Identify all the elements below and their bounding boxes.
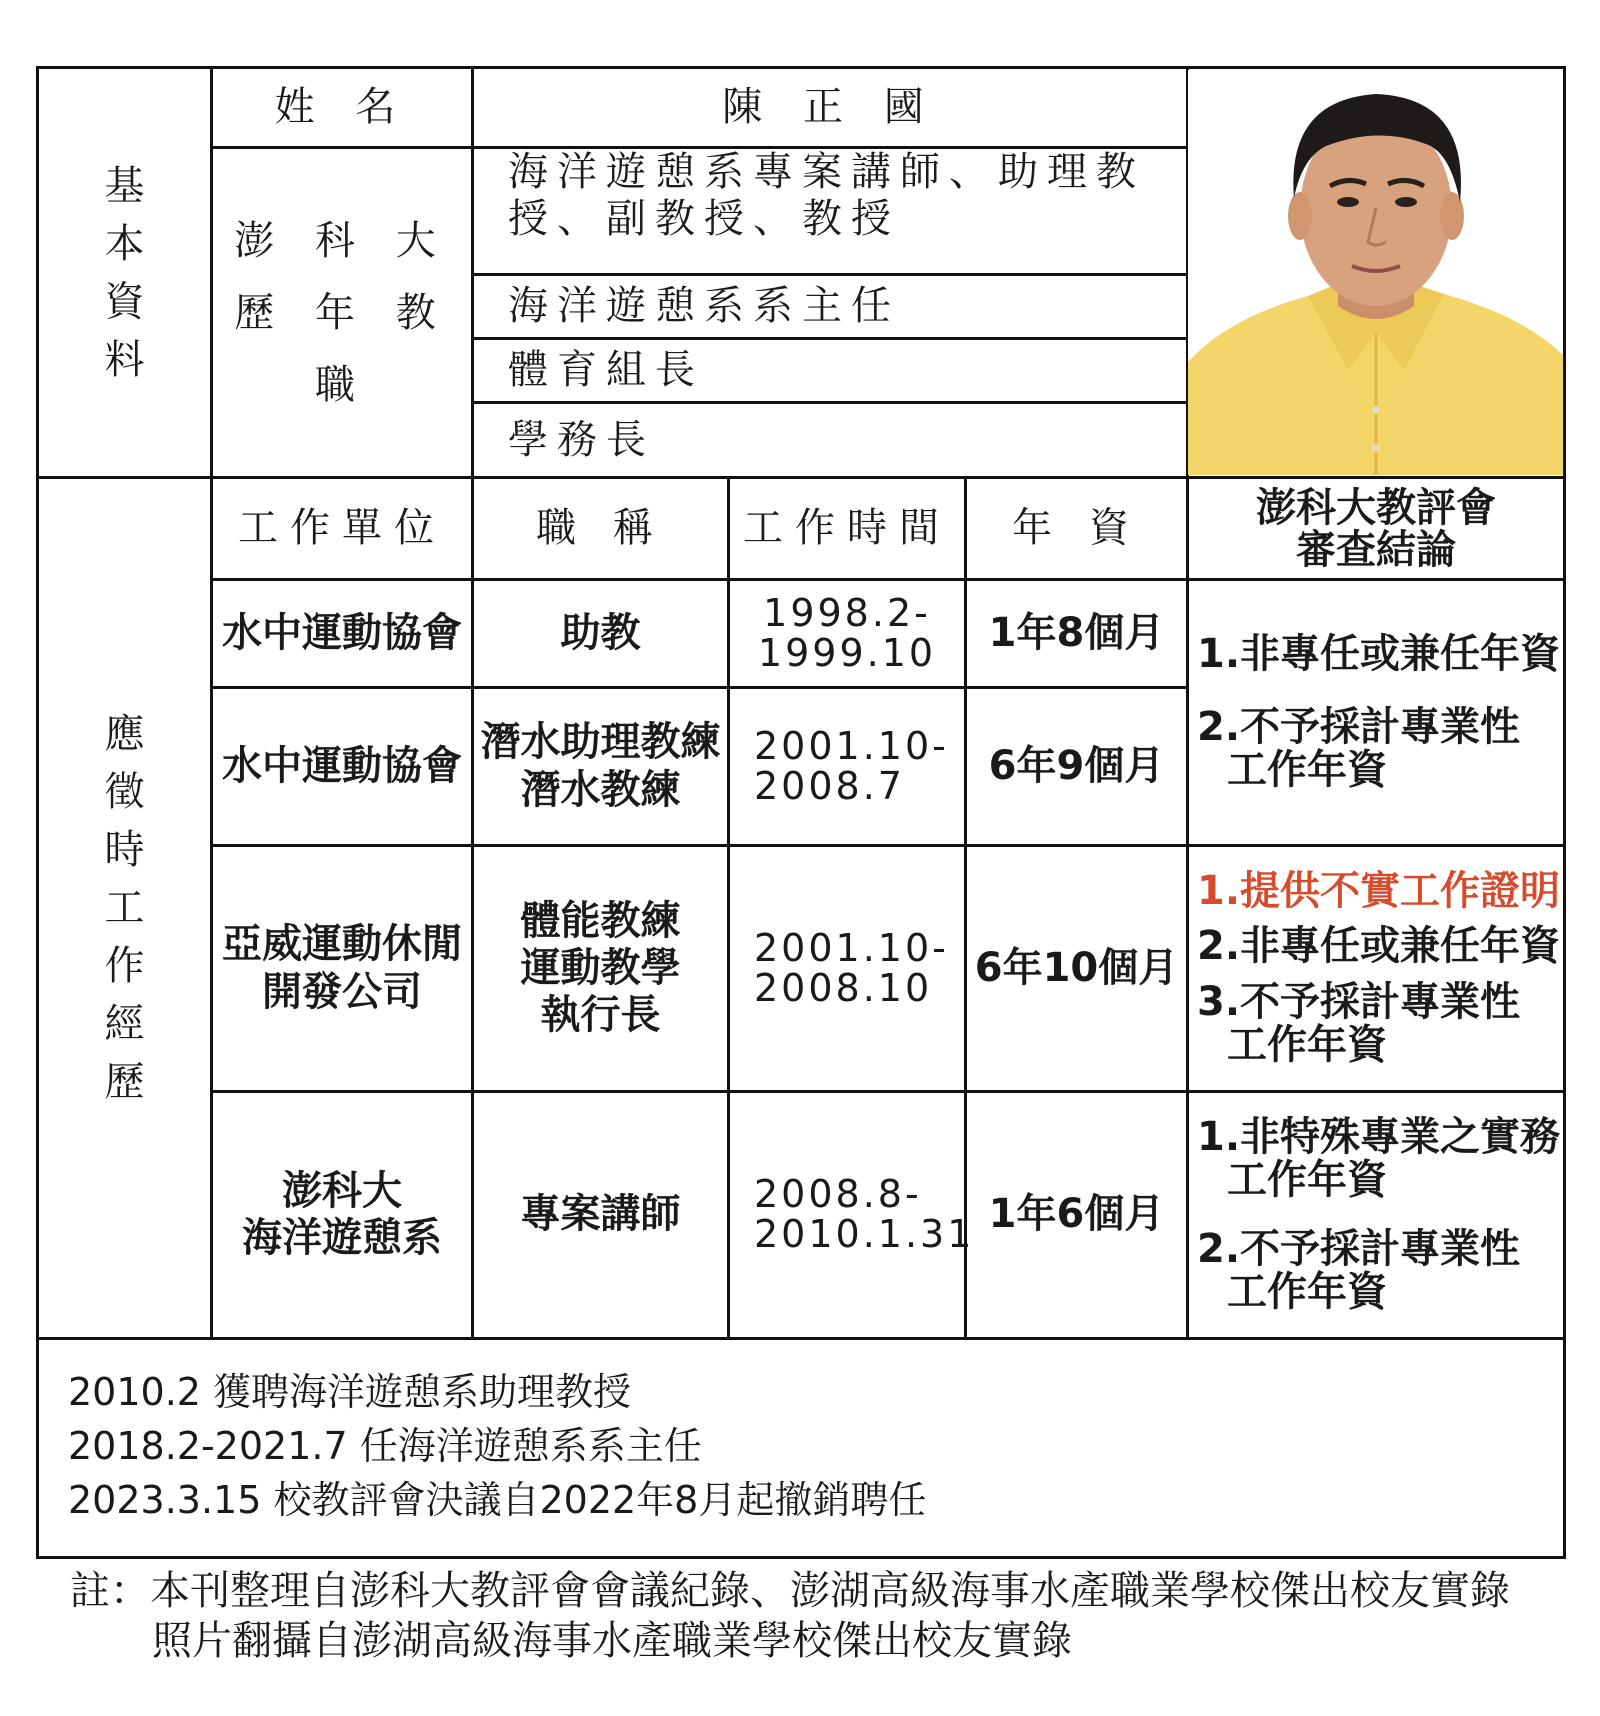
table-row-2-title: 潛水助理教練 潛水教練: [480, 719, 721, 813]
table-row-2-period: 2001.10- 2008.7: [754, 723, 949, 808]
review-conclusion-rows-1-2: 1.非專任或兼任年資 2.不予採計專業性 工作年資: [1197, 630, 1561, 794]
name-value: 陳 正 國: [722, 83, 938, 130]
header-work-unit: 工作單位: [238, 504, 446, 551]
table-row-1-years: 1年8個月: [988, 609, 1165, 656]
timeline-item: 2010.2 獲聘海洋遊憩系助理教授: [68, 1370, 632, 1414]
timeline-item: 2023.3.15 校教評會決議自2022年8月起撤銷聘任: [68, 1478, 927, 1522]
career-timeline: [68, 1365, 926, 1527]
name-label: 姓 名: [274, 83, 410, 130]
table-row-3-unit: 亞威運動休閒 開發公司: [222, 921, 462, 1015]
table-row-1-title: 助教: [560, 609, 641, 656]
review-conclusion-row-4: 1.非特殊專業之實務 工作年資 2.不予採計專業性 工作年資: [1197, 1113, 1561, 1316]
basic-info-section-label: 基本資料: [104, 162, 145, 383]
table-row-3-years: 6年10個月: [974, 944, 1179, 991]
job-item-professor: 海洋遊憩系專案講師、助理教 授、副教授、教授: [508, 149, 1145, 242]
job-item-department-chair: 海洋遊憩系系主任: [508, 283, 900, 330]
review-conclusion-row-3: 1.提供不實工作證明 2.非專任或兼任年資 3.不予採計專業性 工作年資: [1197, 868, 1561, 1068]
false-certificate-note: 1.提供不實工作證明: [1197, 868, 1561, 915]
source-note: 註：本刊整理自澎科大教評會會議紀錄、澎湖高級海事水產職業學校傑出校友實錄 照片翻攝自澎湖高級海事水產職業學校傑出校友實錄: [70, 1568, 1510, 1664]
header-review-conclusion: 澎科大教評會 審查結論: [1256, 484, 1496, 573]
table-row-4-unit: 澎科大 海洋遊憩系: [242, 1167, 442, 1261]
table-row-4-title: 專案講師: [520, 1191, 681, 1238]
table-row-1-period: 1998.2- 1999.10: [757, 590, 937, 675]
table-row-1-unit: 水中運動協會: [222, 609, 462, 656]
table-row-4-years: 1年6個月: [988, 1191, 1165, 1238]
table-row-2-unit: 水中運動協會: [222, 742, 462, 789]
table-row-3-title: 體能教練 運動教學 執行長: [520, 897, 681, 1039]
job-item-dean-of-students: 學務長: [508, 416, 655, 463]
table-row-2-years: 6年9個月: [988, 742, 1165, 789]
timeline-item: 2018.2-2021.7 任海洋遊憩系系主任: [68, 1424, 702, 1468]
table-row-3-period: 2001.10- 2008.10: [754, 925, 949, 1010]
career-label: 澎 科 大 歷 年 教 職: [234, 217, 450, 408]
job-item-sports-section-chief: 體育組長: [508, 347, 704, 394]
header-seniority: 年 資: [1012, 504, 1141, 551]
portrait-photo: [1188, 70, 1563, 475]
header-work-period: 工作時間: [743, 504, 951, 551]
table-row-4-period: 2008.8- 2010.1.31: [754, 1172, 975, 1256]
header-job-title: 職 稱: [536, 504, 665, 551]
work-experience-section-label: 應徵時工作經歷: [104, 711, 145, 1105]
